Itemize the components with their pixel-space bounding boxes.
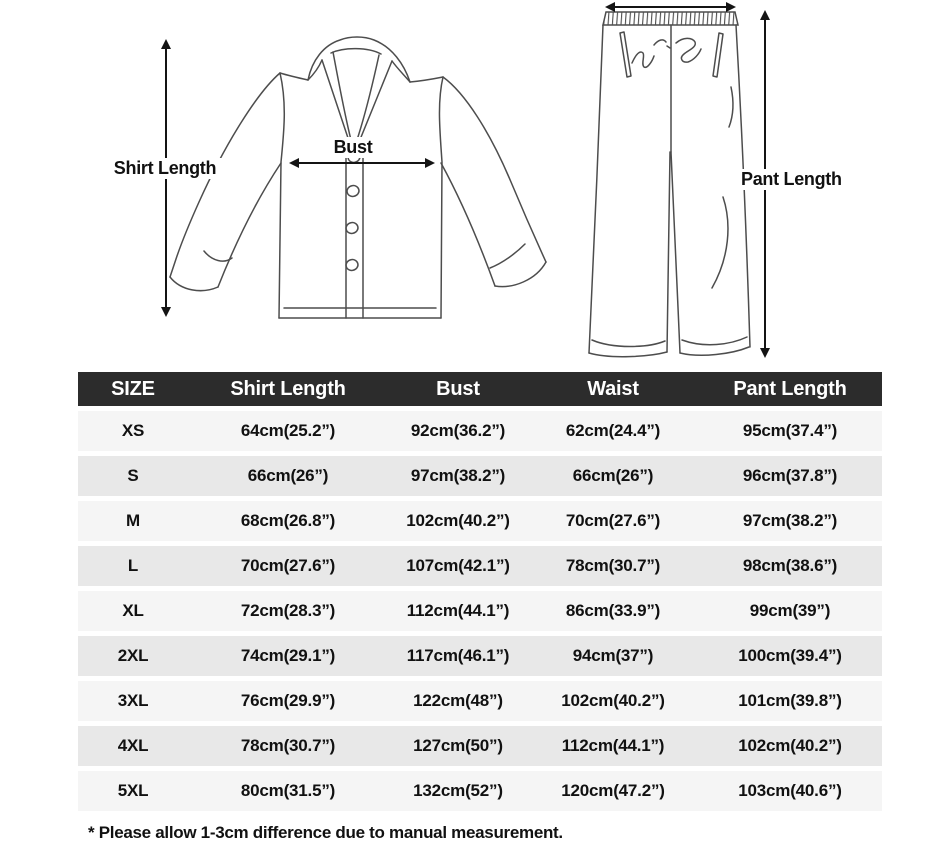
bust-label: Bust xyxy=(324,137,382,158)
pant-length-cell: 96cm(37.8”) xyxy=(698,456,882,496)
shirt-length-cell: 72cm(28.3”) xyxy=(188,591,388,631)
shirt-length-cell: 74cm(29.1”) xyxy=(188,636,388,676)
size-cell: 4XL xyxy=(78,726,188,766)
pant-length-label: Pant Length xyxy=(741,169,842,189)
bust-cell: 92cm(36.2”) xyxy=(388,411,528,451)
waist-cell: 86cm(33.9”) xyxy=(528,591,698,631)
shirt-length-cell: 76cm(29.9”) xyxy=(188,681,388,721)
table-row-xl xyxy=(78,591,882,631)
size-cell: 5XL xyxy=(78,771,188,811)
size-cell: S xyxy=(78,456,188,496)
size-cell: M xyxy=(78,501,188,541)
pant-length-cell: 97cm(38.2”) xyxy=(698,501,882,541)
measurement-note: * Please allow 1-3cm difference due to manual measurement. xyxy=(88,823,563,842)
shirt-length-cell: 68cm(26.8”) xyxy=(188,501,388,541)
shirt-length-cell: 70cm(27.6”) xyxy=(188,546,388,586)
pant-length-cell: 95cm(37.4”) xyxy=(698,411,882,451)
table-header-row xyxy=(78,372,882,406)
pant-length-cell: 103cm(40.6”) xyxy=(698,771,882,811)
column-header-pant-length: Pant Length xyxy=(698,372,882,406)
table-row-5xl xyxy=(78,771,882,811)
bust-cell: 117cm(46.1”) xyxy=(388,636,528,676)
table-row-4xl xyxy=(78,726,882,766)
bust-cell: 122cm(48”) xyxy=(388,681,528,721)
size-cell: XS xyxy=(78,411,188,451)
waist-cell: 112cm(44.1”) xyxy=(528,726,698,766)
bust-cell: 132cm(52”) xyxy=(388,771,528,811)
shirt-length-label: Shirt Length xyxy=(104,158,226,179)
pant-length-cell: 99cm(39”) xyxy=(698,591,882,631)
pant-length-cell: 101cm(39.8”) xyxy=(698,681,882,721)
table-row-3xl xyxy=(78,681,882,721)
column-header-bust: Bust xyxy=(388,372,528,406)
table-row-xs xyxy=(78,411,882,451)
size-table xyxy=(78,367,882,816)
table-row-2xl xyxy=(78,636,882,676)
pajama-shirt-drawing xyxy=(170,37,546,318)
pant-length-cell: 102cm(40.2”) xyxy=(698,726,882,766)
size-cell: L xyxy=(78,546,188,586)
waist-cell: 102cm(40.2”) xyxy=(528,681,698,721)
size-cell: XL xyxy=(78,591,188,631)
bust-cell: 127cm(50”) xyxy=(388,726,528,766)
pant-length-cell: 98cm(38.6”) xyxy=(698,546,882,586)
bust-cell: 112cm(44.1”) xyxy=(388,591,528,631)
waist-cell: 78cm(30.7”) xyxy=(528,546,698,586)
shirt-length-cell: 66cm(26”) xyxy=(188,456,388,496)
column-header-waist: Waist xyxy=(528,372,698,406)
size-cell: 2XL xyxy=(78,636,188,676)
size-cell: 3XL xyxy=(78,681,188,721)
waist-cell: 94cm(37”) xyxy=(528,636,698,676)
column-header-size: SIZE xyxy=(78,372,188,406)
waist-cell: 62cm(24.4”) xyxy=(528,411,698,451)
bust-cell: 107cm(42.1”) xyxy=(388,546,528,586)
waist-cell: 66cm(26”) xyxy=(528,456,698,496)
shirt-length-cell: 64cm(25.2”) xyxy=(188,411,388,451)
column-header-shirt-length: Shirt Length xyxy=(188,372,388,406)
measurement-diagram xyxy=(0,0,939,372)
pant-length-cell: 100cm(39.4”) xyxy=(698,636,882,676)
bust-cell: 97cm(38.2”) xyxy=(388,456,528,496)
pajama-pants-drawing xyxy=(589,12,750,357)
shirt-length-cell: 80cm(31.5”) xyxy=(188,771,388,811)
table-row-s xyxy=(78,456,882,496)
table-row-m xyxy=(78,501,882,541)
table-row-l xyxy=(78,546,882,586)
waist-cell: 120cm(47.2”) xyxy=(528,771,698,811)
waist-cell: 70cm(27.6”) xyxy=(528,501,698,541)
bust-cell: 102cm(40.2”) xyxy=(388,501,528,541)
shirt-length-cell: 78cm(30.7”) xyxy=(188,726,388,766)
